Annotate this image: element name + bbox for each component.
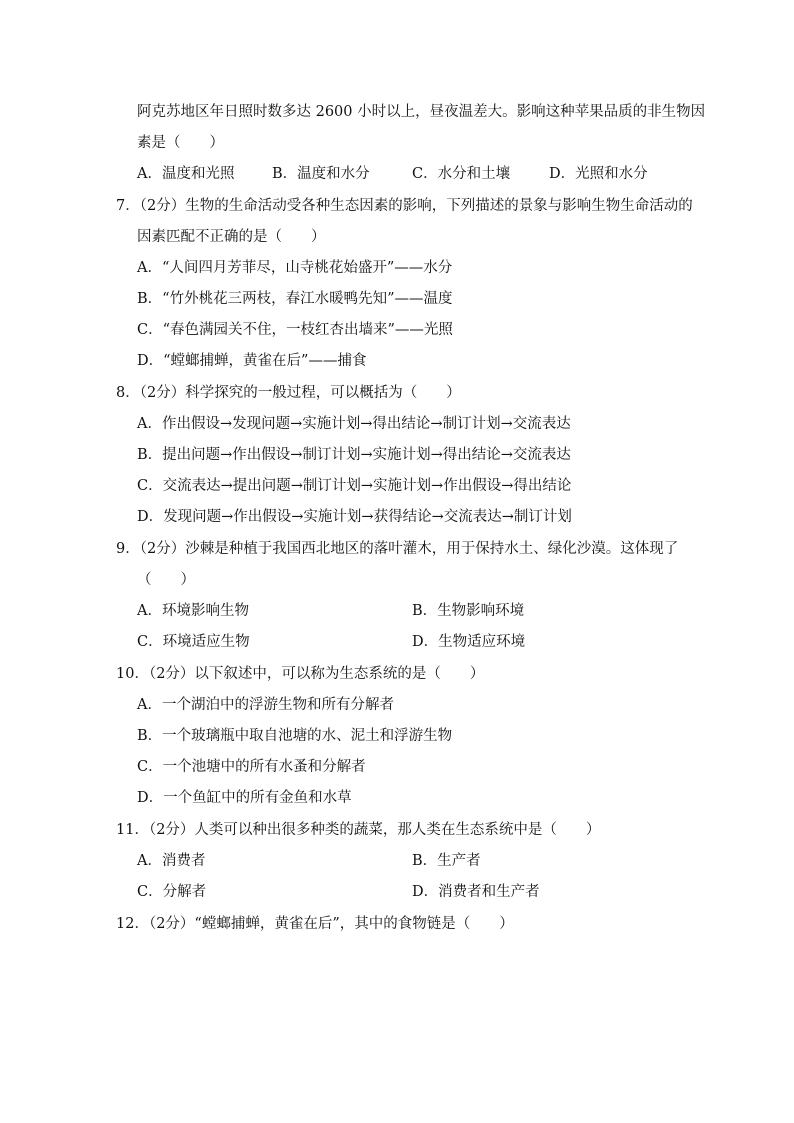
q8-stem: 8．（2分）科学探究的一般过程，可以概括为（ ） [116,385,461,401]
q8-option-c: C．交流表达→提出问题→制订计划→实施计划→作出假设→得出结论 [137,478,572,494]
q11-stem: 11．（2分）人类可以种出很多种类的蔬菜，那人类在生态系统中是（ ） [116,822,601,838]
q6-stem-line2: 素是（ ） [137,135,224,151]
q7-option-d: D．“螳螂捕蝉，黄雀在后”——捕食 [137,353,367,369]
q10-option-c: C．一个池塘中的所有水蚤和分解者 [137,759,366,775]
q11-option-c: C．分解者 [137,884,207,900]
q10-option-d: D．一个鱼缸中的所有金鱼和水草 [137,790,352,806]
q9-option-d: D．生物适应环境 [412,634,526,650]
q8-option-d: D．发现问题→作出假设→实施计划→获得结论→交流表达→制订计划 [137,509,572,525]
q10-option-a: A．一个湖泊中的浮游生物和所有分解者 [137,697,394,713]
q9-option-b: B．生物影响环境 [412,603,525,619]
q7-stem-line1: 7．（2分）生物的生命活动受各种生态因素的影响，下列描述的景象与影响生物生命活动的 [116,198,693,214]
q9-stem-line2: （ ） [137,572,195,588]
q9-stem-line1: 9．（2分）沙棘是种植于我国西北地区的落叶灌木，用于保持水土、绿化沙漠。这体现了 [116,541,679,557]
q10-option-b: B．一个玻璃瓶中取自池塘的水、泥土和浮游生物 [137,728,453,744]
q10-stem: 10．（2分）以下叙述中，可以称为生态系统的是（ ） [116,666,485,682]
q6-option-c: C．水分和土壤 [412,166,511,182]
q9-option-a: A．环境影响生物 [137,603,249,619]
q6-option-b: B．温度和水分 [272,166,370,182]
q11-option-b: B．生产者 [412,853,481,869]
q11-option-a: A．消费者 [137,853,206,869]
q9-option-c: C．环境适应生物 [137,634,250,650]
q11-option-d: D．消费者和生产者 [412,884,540,900]
q7-option-b: B．“竹外桃花三两枝，春江水暖鸭先知”——温度 [137,291,453,307]
q8-option-a: A．作出假设→发现问题→实施计划→得出结论→制订计划→交流表达 [137,416,571,432]
q8-option-b: B．提出问题→作出假设→制订计划→实施计划→得出结论→交流表达 [137,447,571,463]
q12-stem: 12．（2分）“螳螂捕蝉，黄雀在后”，其中的食物链是（ ） [116,916,514,932]
q6-stem-line1: 阿克苏地区年日照时数多达 2600 小时以上，昼夜温差大。影响这种苹果品质的非生物因 [137,104,706,120]
q6-option-d: D．光照和水分 [549,166,648,182]
q6-option-a: A．温度和光照 [137,166,235,182]
q7-option-c: C．“春色满园关不住，一枝红杏出墙来”——光照 [137,322,453,338]
q7-stem-line2: 因素匹配不正确的是（ ） [137,229,326,245]
q7-option-a: A．“人间四月芳菲尽，山寺桃花始盛开”——水分 [137,260,453,276]
